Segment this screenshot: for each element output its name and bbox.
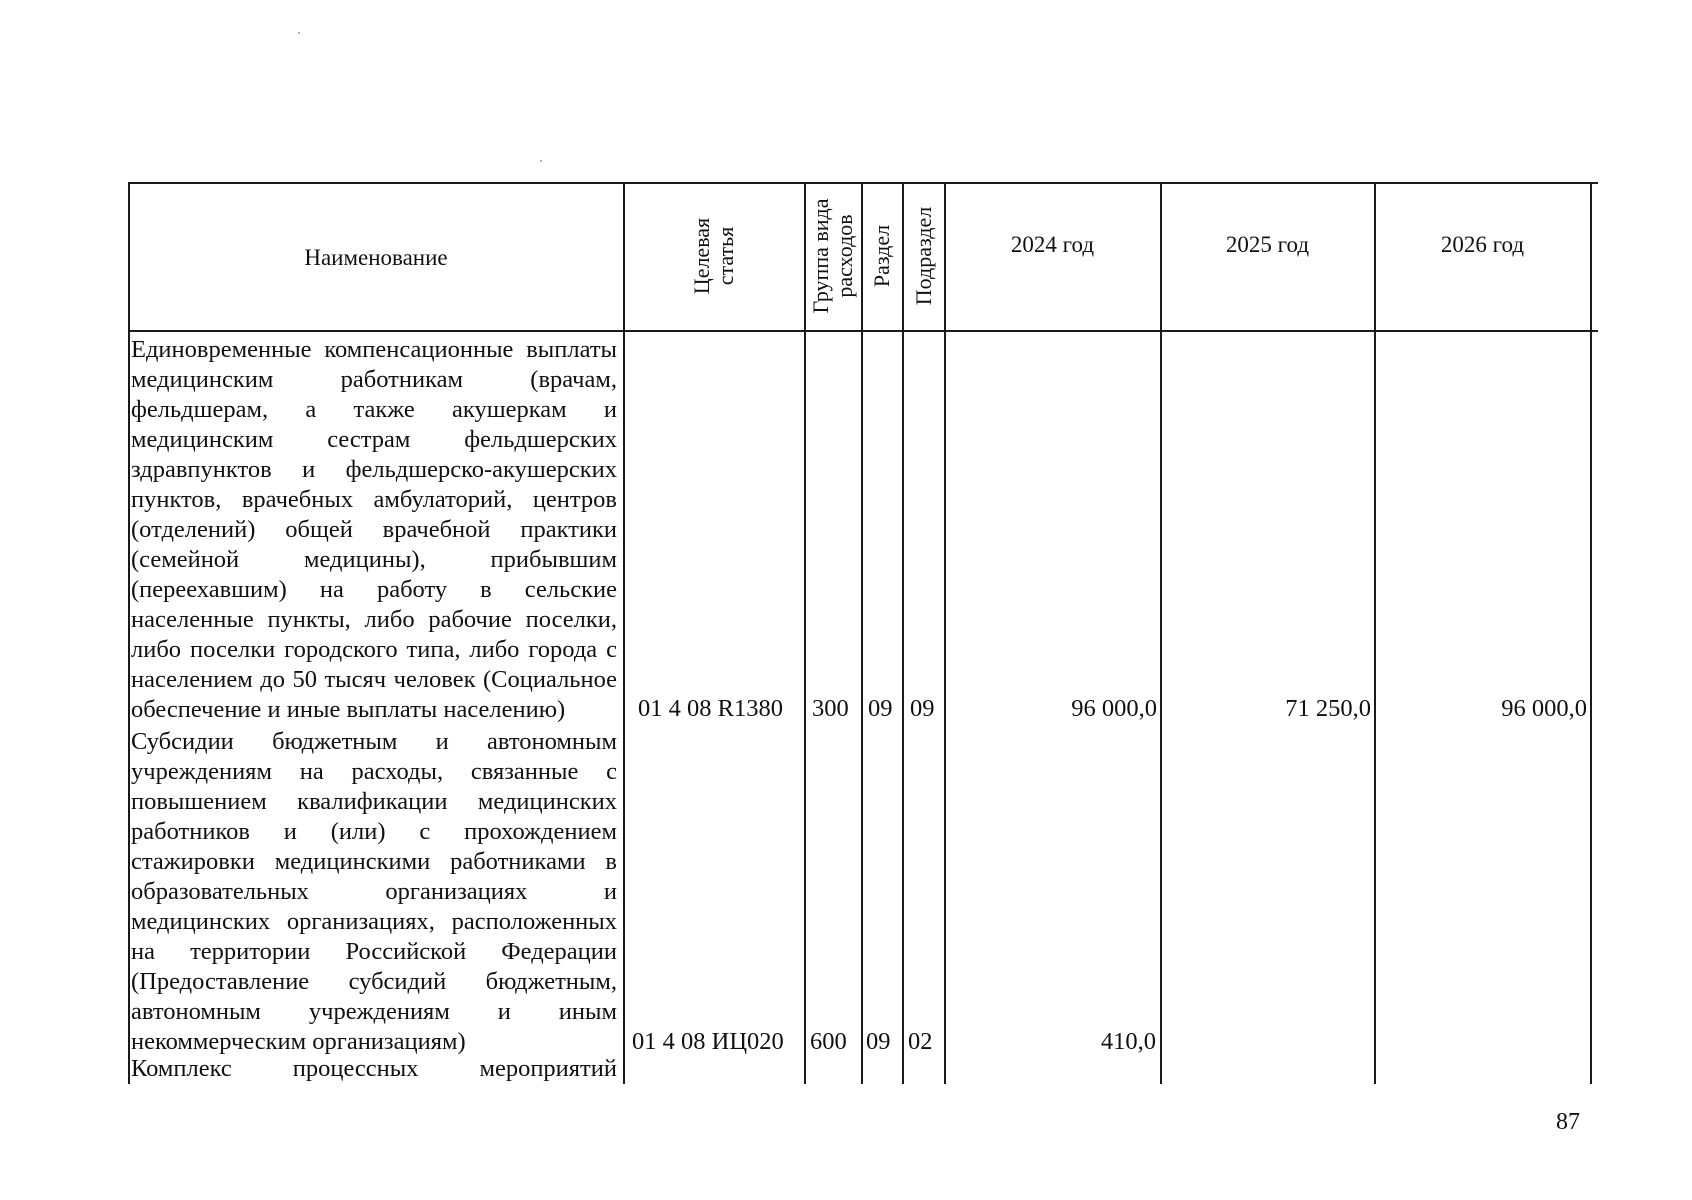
header-target-article-line2: статья bbox=[713, 226, 738, 286]
table-row-2-target: 01 4 08 ИЦ020 bbox=[632, 1028, 784, 1055]
col-divider-name bbox=[623, 182, 625, 1084]
header-target-article bbox=[690, 218, 738, 294]
table-row-1-group: 300 bbox=[812, 695, 849, 722]
col-divider-2025 bbox=[1374, 182, 1376, 1084]
table-row-1-2026: 96 000,0 bbox=[1501, 695, 1587, 722]
table-row-2-section: 09 bbox=[866, 1028, 891, 1055]
header-expense-group-line2: расходов bbox=[832, 214, 857, 298]
scan-speck bbox=[540, 160, 542, 162]
scan-speck bbox=[298, 32, 300, 34]
header-year-2024: 2024 год bbox=[1010, 232, 1095, 257]
table-row-2-group: 600 bbox=[810, 1028, 847, 1055]
table-row-1-2025: 71 250,0 bbox=[1285, 695, 1371, 722]
header-name: Наименование bbox=[304, 245, 448, 270]
header-section: Раздел bbox=[869, 224, 894, 288]
table-row-1-section: 09 bbox=[868, 695, 893, 722]
header-year-2025: 2025 год bbox=[1225, 232, 1310, 257]
header-bottom-border bbox=[128, 330, 1598, 332]
col-divider-group bbox=[861, 182, 863, 1084]
table-row-2-2024: 410,0 bbox=[1100, 1028, 1156, 1055]
table-row-1-target: 01 4 08 R1380 bbox=[638, 695, 783, 722]
header-target-article-line1: Целевая bbox=[689, 217, 714, 295]
table-row-1-2024: 96 000,0 bbox=[1071, 695, 1157, 722]
col-divider-section bbox=[902, 182, 904, 1084]
col-divider-target bbox=[804, 182, 806, 1084]
table-right-border bbox=[1590, 182, 1592, 1084]
table-left-border bbox=[128, 182, 130, 1084]
table-row-2-subsection: 02 bbox=[908, 1028, 933, 1055]
table-top-border bbox=[128, 182, 1598, 184]
table-row-3-name: Комплекс процессных мероприятий bbox=[131, 1055, 617, 1082]
page-number: 87 bbox=[1556, 1109, 1580, 1135]
header-subsection: Подраздел bbox=[911, 206, 936, 306]
table-row-1-subsection: 09 bbox=[910, 695, 935, 722]
header-expense-group-line1: Группа вида bbox=[808, 198, 833, 314]
table-row-2-name: Субсидии бюджетным и автономным учреждениям на расходы, связанные с повышением квалификации медицинских работников и (или) с прохождением стажировки медицинскими работниками в образовательных организациях и медицинских организациях, расположенных на территории Российской Федерации (Предоставление субсидий бюджетным, автономным учреждениям и иным некоммерческим организациям) bbox=[131, 728, 617, 1055]
col-divider-subsection bbox=[944, 182, 946, 1084]
col-divider-2024 bbox=[1160, 182, 1162, 1084]
table-row-1-name: Единовременные компенсационные выплаты медицинским работникам (врачам, фельдшерам, а также акушеркам и медицинским сестрам фельдшерских здравпунктов и фельдшерско-акушерских пунктов, врачебных амбулаторий, центров (отделений) общей врачебной практики (семейной медицины), прибывшим (переехавшим) на работу в сельские населенные пункты, либо рабочие поселки, либо поселки городского типа, либо города с населением до 50 тысяч человек (Социальное обеспечение и иные выплаты населению) bbox=[131, 336, 617, 723]
header-year-2026: 2026 год bbox=[1440, 232, 1525, 257]
header-expense-group bbox=[809, 199, 857, 314]
